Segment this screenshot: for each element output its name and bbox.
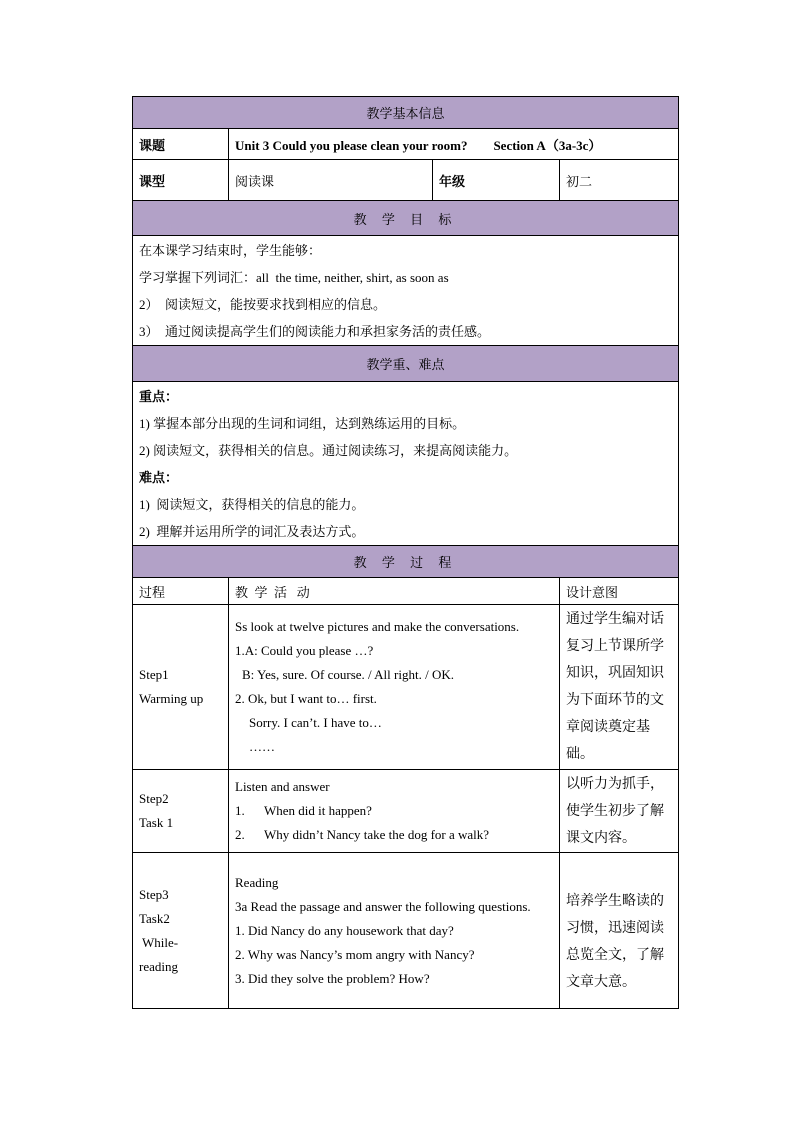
activity-line: 3. Did they solve the problem? How? xyxy=(235,970,430,986)
design-line: 通过学生编对话 xyxy=(566,612,664,627)
activity-cell xyxy=(229,770,560,853)
type-value: 阅读课 xyxy=(229,160,433,201)
focus-line: 2) 阅读短文，获得相关的信息。通过阅读练习，来提高阅读能力。 xyxy=(139,442,518,458)
activity-line: B: Yes, sure. Of course. / All right. / OK. xyxy=(242,667,454,682)
design-line: 文章大意。 xyxy=(566,974,636,990)
objective-line: 3） 通过阅读提高学生们的阅读能力和承担家务活的责任感。 xyxy=(139,323,491,339)
objectives-header-text: 教 学 目 标 xyxy=(353,211,458,227)
topic-value: Unit 3 Could you please clean your room? Section A（3a-3c） xyxy=(229,129,679,160)
focus-line: 1) 掌握本部分出现的生词和词组，达到熟练运用的目标。 xyxy=(139,415,466,431)
difficulty-line: 2) 理解并运用所学的词汇及表达方式。 xyxy=(139,523,365,539)
process-header xyxy=(133,546,679,578)
objective-line: 2） 阅读短文，能按要求找到相应的信息。 xyxy=(139,296,387,312)
design-line: 础。 xyxy=(566,747,594,762)
activity-cell xyxy=(229,853,560,1009)
objectives-body xyxy=(133,236,679,346)
step-line: Task2 xyxy=(139,910,170,926)
design-line: 使学生初步了解 xyxy=(566,803,664,819)
design-line: 习惯，迅速阅读 xyxy=(566,920,664,936)
activity-line: 2. Why didn’t Nancy take the dog for a walk? xyxy=(235,827,490,842)
grade-value: 初二 xyxy=(560,160,679,201)
table-row xyxy=(133,605,679,770)
design-line: 总览全文，了解 xyxy=(566,947,664,963)
objectives-header xyxy=(133,201,679,236)
activity-line: …… xyxy=(249,739,275,754)
objective-line: 在本课学习结束时，学生能够： xyxy=(139,242,322,258)
design-cell xyxy=(560,853,679,1009)
step-line: Step3 xyxy=(139,886,169,902)
design-line: 课文内容。 xyxy=(566,830,636,846)
col-design-header: 设计意图 xyxy=(560,578,679,605)
objective-line: 学习掌握下列词汇：all the time, neither, shirt, as soon as xyxy=(139,269,449,285)
step-cell xyxy=(133,605,229,770)
activity-line: 1. When did it happen? xyxy=(235,803,372,818)
table-row xyxy=(133,853,679,1009)
grade-label: 年级 xyxy=(433,160,560,201)
difficulty-label: 难点： xyxy=(139,469,179,485)
step-cell xyxy=(133,853,229,1009)
activity-line: 2. Ok, but I want to… first. xyxy=(235,691,377,706)
activity-line: Reading xyxy=(235,874,279,890)
design-cell xyxy=(560,770,679,853)
activity-line: 1.A: Could you please …? xyxy=(235,643,374,658)
activity-cell xyxy=(229,605,560,770)
step-line: Step1 xyxy=(139,667,169,682)
design-line: 以听力为抓手， xyxy=(566,776,664,792)
design-cell xyxy=(560,605,679,770)
process-header-text: 教 学 过 程 xyxy=(353,555,458,570)
col-activity-header: 教 学 活 动 xyxy=(229,578,560,605)
difficulty-line: 1) 阅读短文，获得相关的信息的能力。 xyxy=(139,496,365,512)
design-line: 复习上节课所学 xyxy=(566,639,664,654)
step-cell xyxy=(133,770,229,853)
step-line: Warming up xyxy=(139,691,204,706)
activity-line: 3a Read the passage and answer the following questions. xyxy=(235,898,531,914)
basic-info-header: 教学基本信息 xyxy=(133,97,679,129)
key-points-body xyxy=(133,382,679,546)
design-line: 为下面环节的文 xyxy=(566,693,664,708)
activity-line: Ss look at twelve pictures and make the conversations. xyxy=(235,619,520,634)
design-line: 知识，巩固知识 xyxy=(566,666,664,681)
focus-label: 重点： xyxy=(139,388,179,404)
col-step-header: 过程 xyxy=(133,578,229,605)
activity-line: 1. Did Nancy do any housework that day? xyxy=(235,922,454,938)
topic-label: 课题 xyxy=(133,129,229,160)
key-points-header: 教学重、难点 xyxy=(133,346,679,382)
lesson-plan-table xyxy=(132,96,679,1009)
step-line: Task 1 xyxy=(139,815,174,830)
step-line: While- xyxy=(139,934,179,950)
design-line: 培养学生略读的 xyxy=(566,893,664,909)
type-label: 课型 xyxy=(133,160,229,201)
step-line: Step2 xyxy=(139,791,169,806)
table-row xyxy=(133,770,679,853)
activity-line: 2. Why was Nancy’s mom angry with Nancy? xyxy=(235,946,475,962)
activity-line: Listen and answer xyxy=(235,779,330,794)
step-line: reading xyxy=(139,958,178,974)
design-line: 章阅读奠定基 xyxy=(566,720,650,735)
activity-line: Sorry. I can’t. I have to… xyxy=(249,715,382,730)
